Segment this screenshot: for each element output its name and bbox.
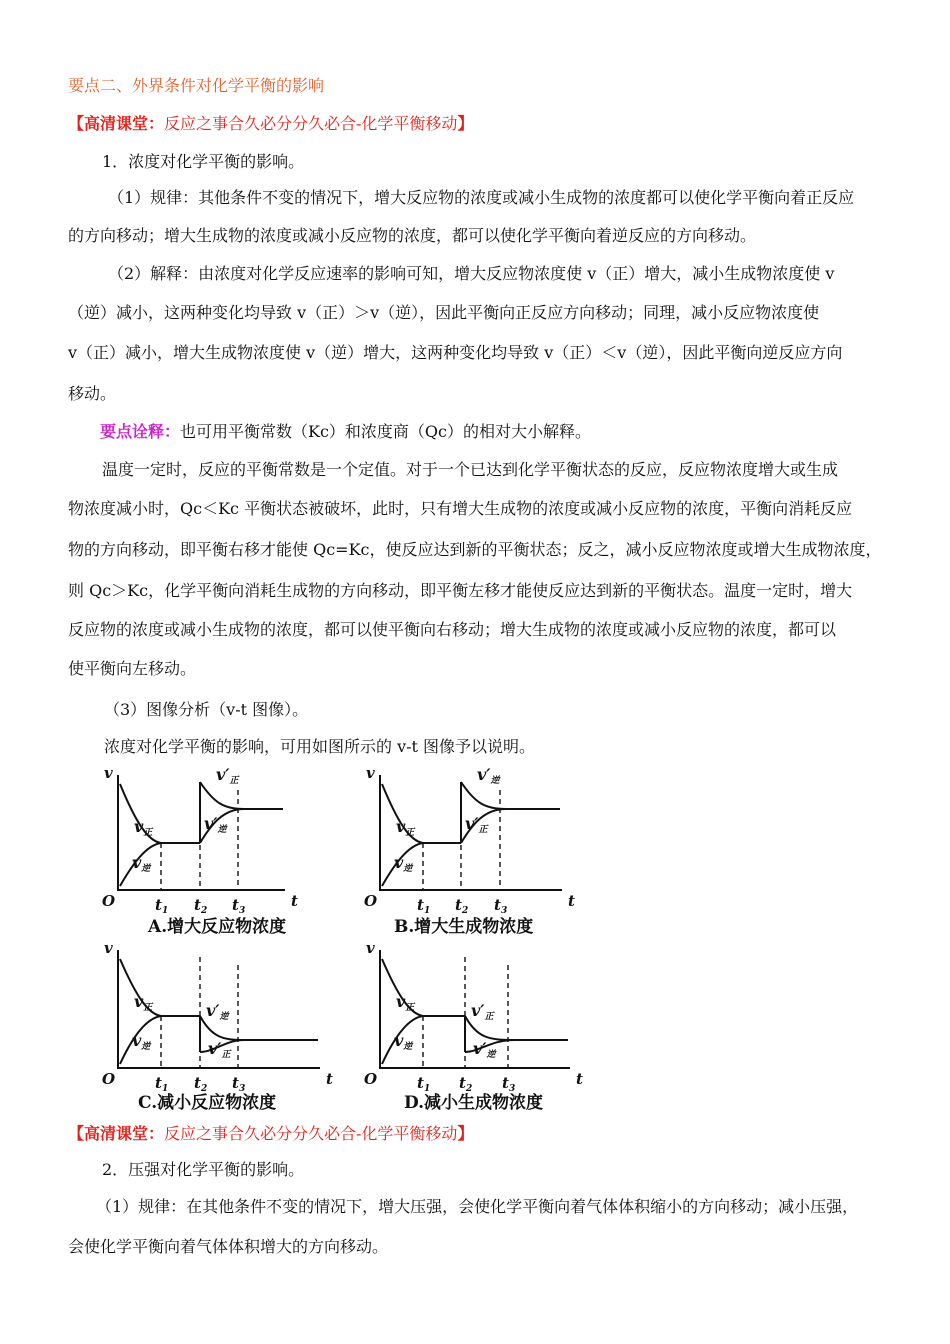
graph-c-axis-v-label: v [104, 939, 113, 957]
graph-b-lower-new-label: v′正 [465, 814, 488, 835]
graph-d-upper-new-label: v′正 [471, 1001, 494, 1022]
graph-d-origin-label: O [364, 1070, 378, 1088]
graph-a-caption: A.增大反应物浓度 [148, 917, 287, 937]
rule-line-2: 的方向移动；增大生成物的浓度或减小反应物的浓度，都可以使化学平衡向着逆反应的方向移动。 [68, 226, 757, 245]
explain-line-3: v（正）减小，增大生成物浓度使 v（逆）增大，这两种变化均导致 v（正）＜v（逆），因此平衡向逆反应方向 [68, 343, 843, 362]
graph-c-lower-new-label: v′正 [208, 1039, 231, 1060]
graph-d-caption: D.减小生成物浓度 [404, 1093, 544, 1113]
graph-c-origin-label: O [102, 1070, 116, 1088]
graph-b-v-reverse-label: v逆 [394, 853, 413, 874]
graph-b-t1-label: $t_1$ [417, 896, 431, 916]
subsection-title-concentration: 1．浓度对化学平衡的影响。 [102, 152, 305, 171]
graph-a-t2-label: $t_2$ [194, 896, 208, 916]
graph-d-lower-new-label: v′逆 [473, 1039, 496, 1060]
graph-b-upper-new-label: v′逆 [477, 765, 500, 786]
banner-title: 反应之事合久必分分久必合-化学平衡移动 [164, 1124, 458, 1143]
graph-d-axis-v-label: v [366, 939, 375, 957]
graph-b-v-forward-label: v正 [396, 817, 415, 838]
graph-d-v-forward-label: v正 [396, 992, 415, 1013]
para-line-2: 物浓度减小时，Qc＜Kc 平衡状态被破坏，此时，只有增大生成物的浓度或减小反应物的浓度，平衡向消耗反应 [68, 499, 853, 518]
banner-title: 反应之事合久必分分久必合-化学平衡移动 [164, 114, 458, 133]
explain-line-2: （逆）减小，这两种变化均导致 v（正）＞v（逆），因此平衡向正反应方向移动；同理，减小反应物浓度使 [68, 303, 820, 322]
graph-c-axis-t-label: t [326, 1070, 333, 1088]
para-line-6: 使平衡向左移动。 [68, 659, 197, 678]
rule-line-1: （1）规律：其他条件不变的情况下，增大反应物的浓度或减小生成物的浓度都可以使化学平衡向着正反应 [108, 188, 855, 207]
banner-suffix: 】 [457, 114, 474, 133]
section-heading: 要点二、外界条件对化学平衡的影响 [68, 76, 325, 95]
graph-a-axis-v-label: v [104, 764, 113, 782]
graph-c-v-forward-label: v正 [134, 992, 153, 1013]
banner-prefix: 【高清课堂： [68, 114, 165, 133]
graph-a-upper-new-curve [200, 782, 283, 809]
subsection-title-pressure: 2．压强对化学平衡的影响。 [102, 1160, 305, 1179]
graph-a-lower-new-label: v′逆 [204, 814, 227, 835]
graph-a-t3-label: $t_3$ [232, 896, 246, 916]
graph-c-upper-new-label: v′逆 [206, 1001, 229, 1022]
graph-b-axis-t-label: t [568, 892, 575, 910]
graph-c-t2-label: $t_2$ [194, 1074, 208, 1094]
graph-intro: 浓度对化学平衡的影响，可用如图所示的 v-t 图像予以说明。 [104, 737, 536, 756]
para-line-3: 物的方向移动，即平衡右移才能使 Qc=Kc，使反应达到新的平衡状态；反之，减小反应物浓度或增大生成物浓度， [68, 540, 882, 559]
graph-b-upper-new-curve [461, 782, 560, 809]
pressure-rule-line-1: （1）规律：在其他条件不变的情况下，增大压强，会使化学平衡向着气体体积缩小的方向移动；减小压强， [96, 1197, 859, 1216]
para-line-5: 反应物的浓度或减小生成物的浓度，都可以使平衡向右移动；增大生成物的浓度或减小反应物的浓度，都可以 [68, 620, 837, 639]
graph-a-t1-label: $t_1$ [155, 896, 169, 916]
graph-d-axis-t-label: t [576, 1070, 583, 1088]
graph-c-t1-label: $t_1$ [155, 1074, 169, 1094]
pressure-rule-line-2: 会使化学平衡向着气体体积增大的方向移动。 [68, 1237, 389, 1256]
graph-a-axis-t-label: t [291, 892, 298, 910]
graph-b-t3-label: $t_3$ [494, 896, 508, 916]
graph-d-t3-label: $t_3$ [502, 1074, 516, 1094]
graph-c-v-reverse-label: v逆 [132, 1031, 151, 1052]
para-line-4: 则 Qc＞Kc，化学平衡向消耗生成物的方向移动，即平衡左移才能使反应达到新的平衡状态。温度一定时，增大 [68, 581, 853, 600]
explain-line-1: （2）解释：由浓度对化学反应速率的影响可知，增大反应物浓度使 v（正）增大，减小生成物浓度使 v [108, 264, 835, 283]
graph-b-axis-v-label: v [366, 764, 375, 782]
graph-c-caption: C.减小反应物浓度 [138, 1093, 277, 1113]
key-point-text: 也可用平衡常数（Kc）和浓度商（Qc）的相对大小解释。 [180, 422, 592, 441]
graph-a-v-forward-label: v正 [134, 817, 153, 838]
lecture-banner-2 [68, 1124, 888, 1144]
banner-suffix: 】 [457, 1124, 474, 1143]
graph-a-upper-new-label: v′正 [216, 765, 239, 786]
graph-analysis-title: （3）图像分析（v-t 图像）。 [104, 700, 309, 719]
key-point-label: 要点诠释： [100, 422, 181, 441]
graph-d-t2-label: $t_2$ [459, 1074, 473, 1094]
graph-b-t2-label: $t_2$ [455, 896, 469, 916]
banner-prefix: 【高清课堂： [68, 1124, 165, 1143]
graph-d-v-reverse-label: v逆 [394, 1031, 413, 1052]
explain-line-4: 移动。 [68, 384, 117, 403]
graph-d-t1-label: $t_1$ [417, 1074, 431, 1094]
graph-b-caption: B.增大生成物浓度 [394, 917, 534, 937]
graph-a-v-reverse-label: v逆 [132, 853, 151, 874]
graph-a-origin-label: O [102, 892, 116, 910]
para-line-1: 温度一定时，反应的平衡常数是一个定值。对于一个已达到化学平衡状态的反应，反应物浓度增大或生成 [102, 460, 839, 479]
graph-b-origin-label: O [364, 892, 378, 910]
graph-c-t3-label: $t_3$ [232, 1074, 246, 1094]
